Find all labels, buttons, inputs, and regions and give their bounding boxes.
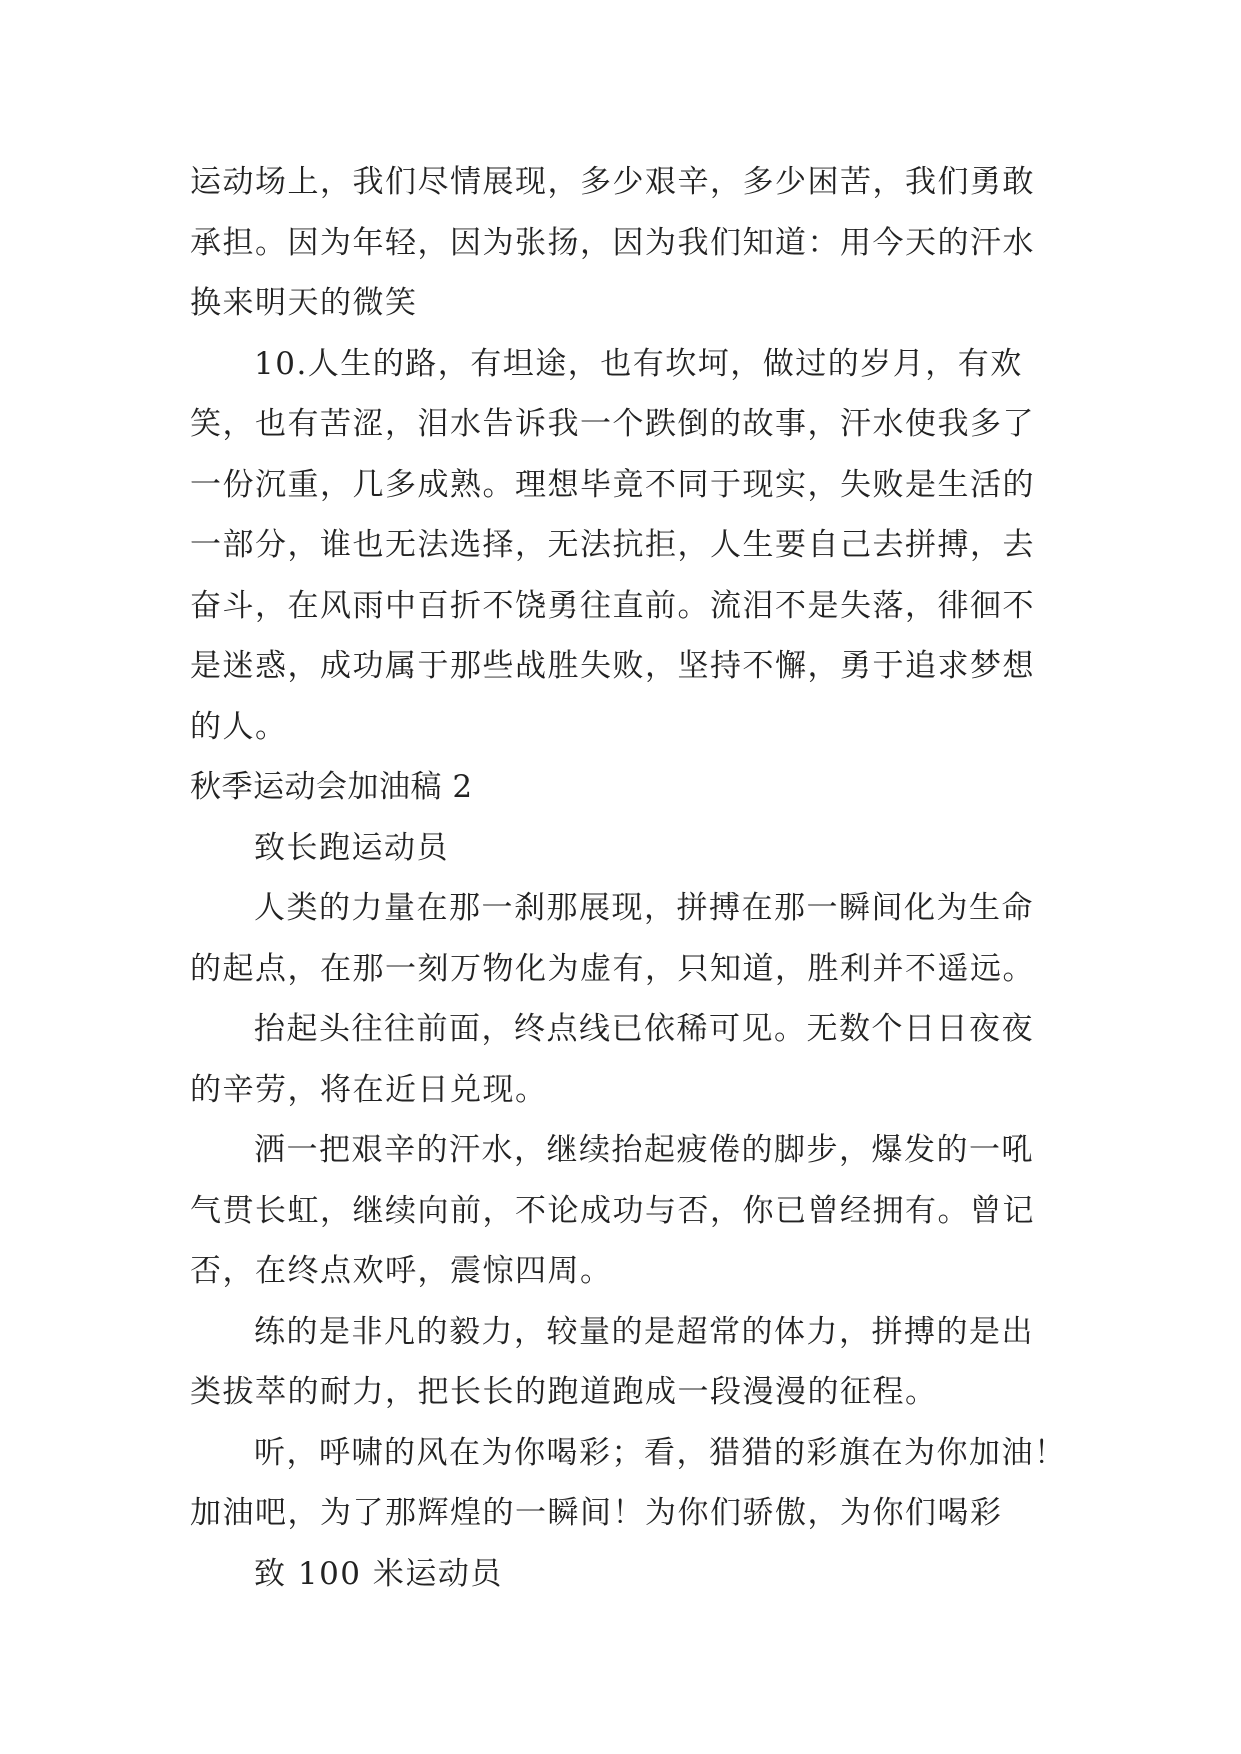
text-line: 一部分，谁也无法选择，无法抗拒，人生要自己去拼搏，去 xyxy=(190,527,1035,563)
text-line: 类拔萃的耐力，把长长的跑道跑成一段漫漫的征程。 xyxy=(190,1374,938,1410)
section-heading: 秋季运动会加油稿 2 xyxy=(190,769,473,805)
text-line: 运动场上，我们尽情展现，多少艰辛，多少困苦，我们勇敢 xyxy=(190,164,1035,200)
text-line: 一份沉重，几多成熟。理想毕竟不同于现实，失败是生活的 xyxy=(190,466,1035,503)
text-line: 承担。因为年轻，因为张扬，因为我们知道：用今天的汗水 xyxy=(190,224,1035,261)
subheading: 致长跑运动员 xyxy=(254,829,449,866)
paragraph-start-line: 洒一把艰辛的汗水，继续抬起疲倦的脚步，爆发的一吼 xyxy=(254,1132,1034,1168)
paragraph-start-line: 人类的力量在那一刹那展现，拼搏在那一瞬间化为生命 xyxy=(254,890,1034,926)
paragraph-start-line: 听，呼啸的风在为你喝彩；看，猎猎的彩旗在为你加油！ xyxy=(254,1434,1067,1471)
text-line: 是迷惑，成功属于那些战胜失败，坚持不懈，勇于追求梦想 xyxy=(190,648,1035,684)
text-line: 换来明天的微笑 xyxy=(190,285,418,321)
text-line: 的辛劳，将在近日兑现。 xyxy=(190,1071,548,1108)
subheading: 致 100 米运动员 xyxy=(254,1555,503,1592)
paragraph-start-line: 抬起头往往前面，终点线已依稀可见。无数个日日夜夜 xyxy=(254,1011,1034,1047)
text-line: 加油吧，为了那辉煌的一瞬间！为你们骄傲，为你们喝彩 xyxy=(190,1495,1003,1531)
text-line: 奋斗，在风雨中百折不饶勇往直前。流泪不是失落，徘徊不 xyxy=(190,587,1035,624)
text-line: 气贯长虹，继续向前，不论成功与否，你已曾经拥有。曾记 xyxy=(190,1192,1035,1229)
paragraph-start-line: 练的是非凡的毅力，较量的是超常的体力，拼搏的是出 xyxy=(254,1313,1034,1350)
text-line: 的人。 xyxy=(190,708,288,745)
text-line: 笑，也有苦涩，泪水告诉我一个跌倒的故事，汗水使我多了 xyxy=(190,406,1035,442)
text-line: 的起点，在那一刻万物化为虚有，只知道，胜利并不遥远。 xyxy=(190,950,1035,987)
document-body xyxy=(190,152,1067,1604)
paragraph-start-line: 10.人生的路，有坦途，也有坎坷，做过的岁月，有欢 xyxy=(254,345,1023,382)
text-line: 否，在终点欢呼，震惊四周。 xyxy=(190,1253,613,1289)
